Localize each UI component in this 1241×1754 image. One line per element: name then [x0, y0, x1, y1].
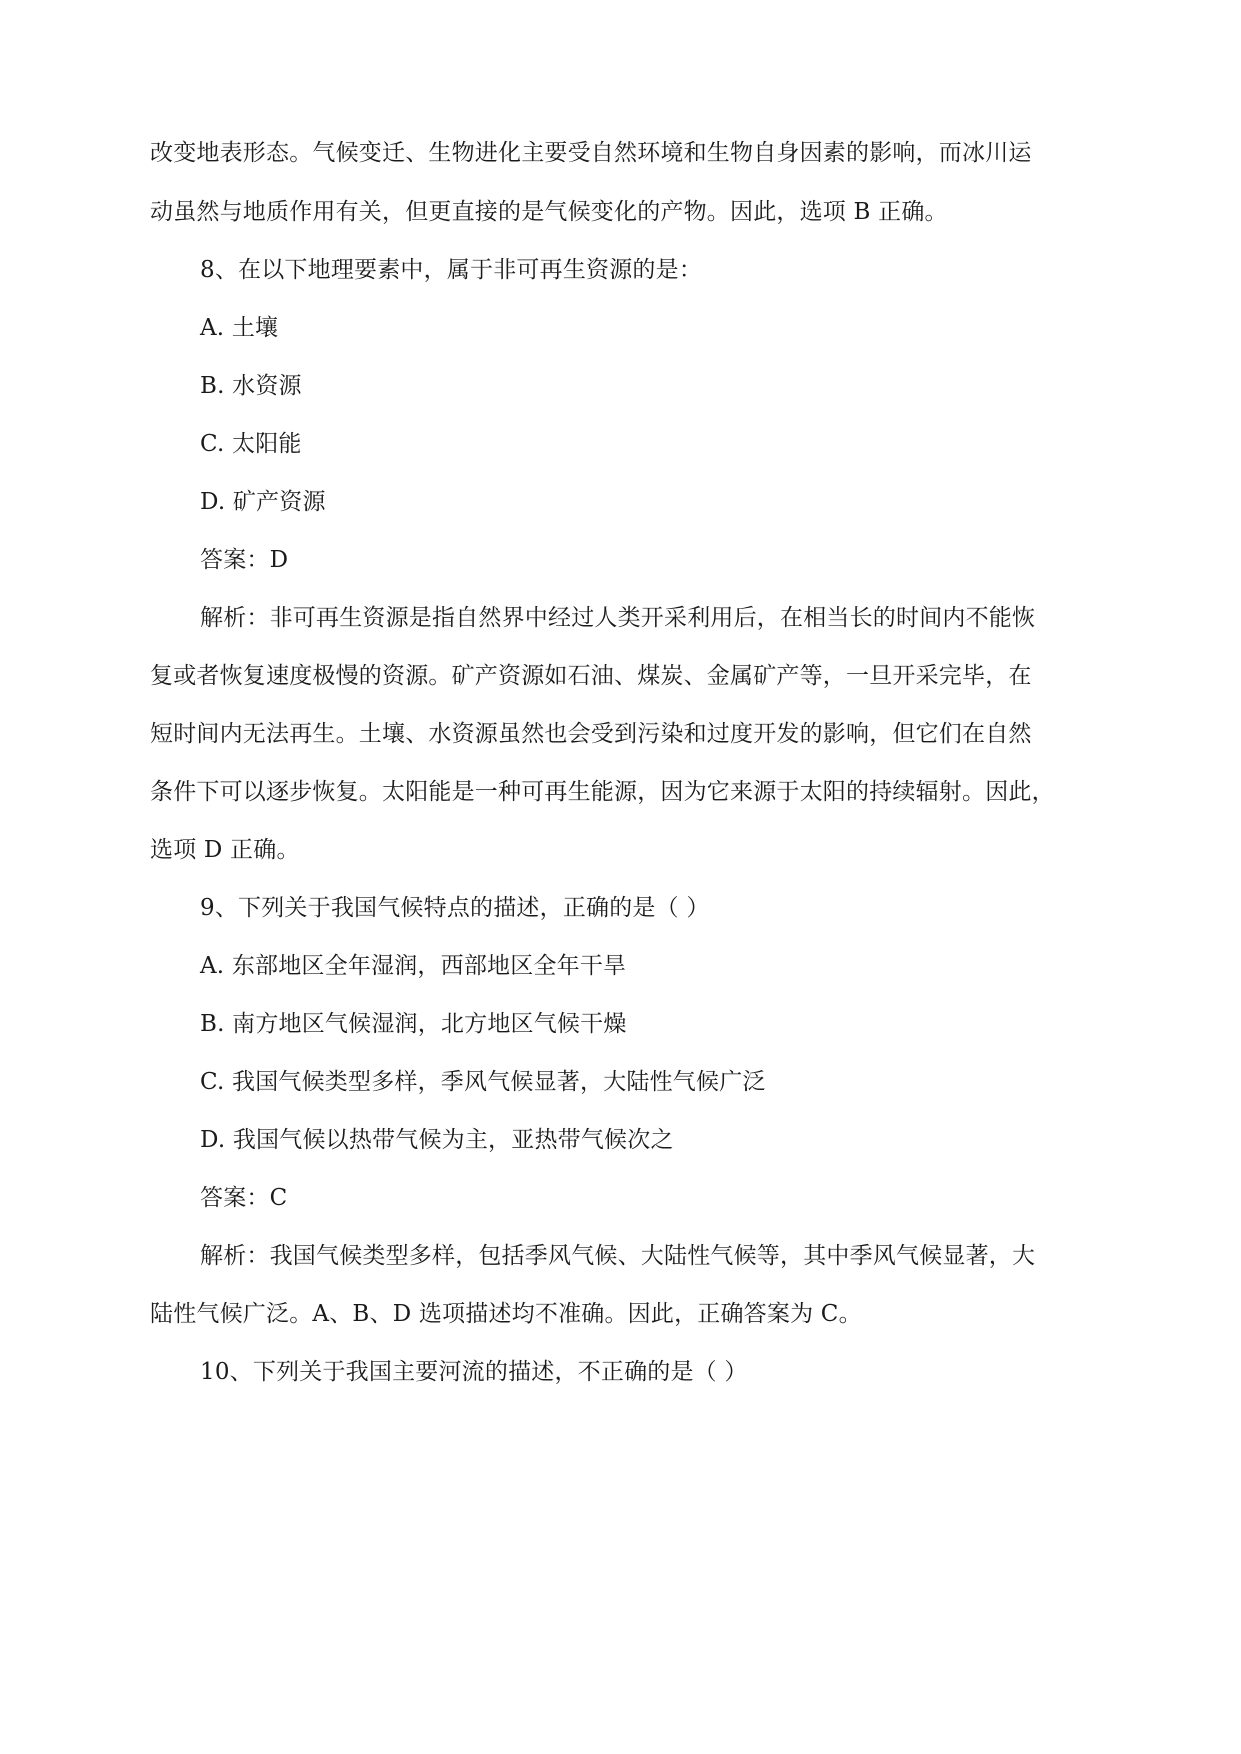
- option-b: B. 南方地区气候湿润，北方地区气候干燥: [200, 1011, 627, 1037]
- paragraph-line: 改变地表形态。气候变迁、生物进化主要受自然环境和生物自身因素的影响，而冰川运: [150, 140, 1032, 166]
- option-a: A. 东部地区全年湿润，西部地区全年干旱: [200, 953, 627, 979]
- option-d: D. 矿产资源: [200, 489, 326, 515]
- analysis-line: 选项 D 正确。: [150, 837, 300, 863]
- option-a: A. 土壤: [200, 315, 279, 341]
- option-b: B. 水资源: [200, 373, 302, 399]
- analysis-line: 解析：我国气候类型多样，包括季风气候、大陆性气候等，其中季风气候显著，大: [200, 1243, 1036, 1269]
- analysis-line: 解析：非可再生资源是指自然界中经过人类开采利用后，在相当长的时间内不能恢: [200, 605, 1036, 631]
- analysis-line: 复或者恢复速度极慢的资源。矿产资源如石油、煤炭、金属矿产等，一旦开采完毕，在: [150, 663, 1032, 689]
- analysis-line: 条件下可以逐步恢复。太阳能是一种可再生能源，因为它来源于太阳的持续辐射。因此，: [150, 779, 1055, 805]
- answer: 答案：D: [200, 547, 289, 573]
- analysis-line: 陆性气候广泛。A、B、D 选项描述均不准确。因此，正确答案为 C。: [150, 1301, 862, 1327]
- answer: 答案：C: [200, 1185, 288, 1211]
- option-d: D. 我国气候以热带气候为主，亚热带气候次之: [200, 1127, 674, 1153]
- option-c: C. 太阳能: [200, 431, 302, 457]
- question-9: 9、下列关于我国气候特点的描述，正确的是（ ）: [200, 895, 710, 921]
- analysis-line: 短时间内无法再生。土壤、水资源虽然也会受到污染和过度开发的影响，但它们在自然: [150, 721, 1032, 747]
- option-c: C. 我国气候类型多样，季风气候显著，大陆性气候广泛: [200, 1069, 766, 1095]
- paragraph-line: 动虽然与地质作用有关，但更直接的是气候变化的产物。因此，选项 B 正确。: [150, 199, 948, 225]
- question-10: 10、下列关于我国主要河流的描述，不正确的是（ ）: [200, 1359, 748, 1385]
- question-8: 8、在以下地理要素中，属于非可再生资源的是：: [200, 257, 703, 283]
